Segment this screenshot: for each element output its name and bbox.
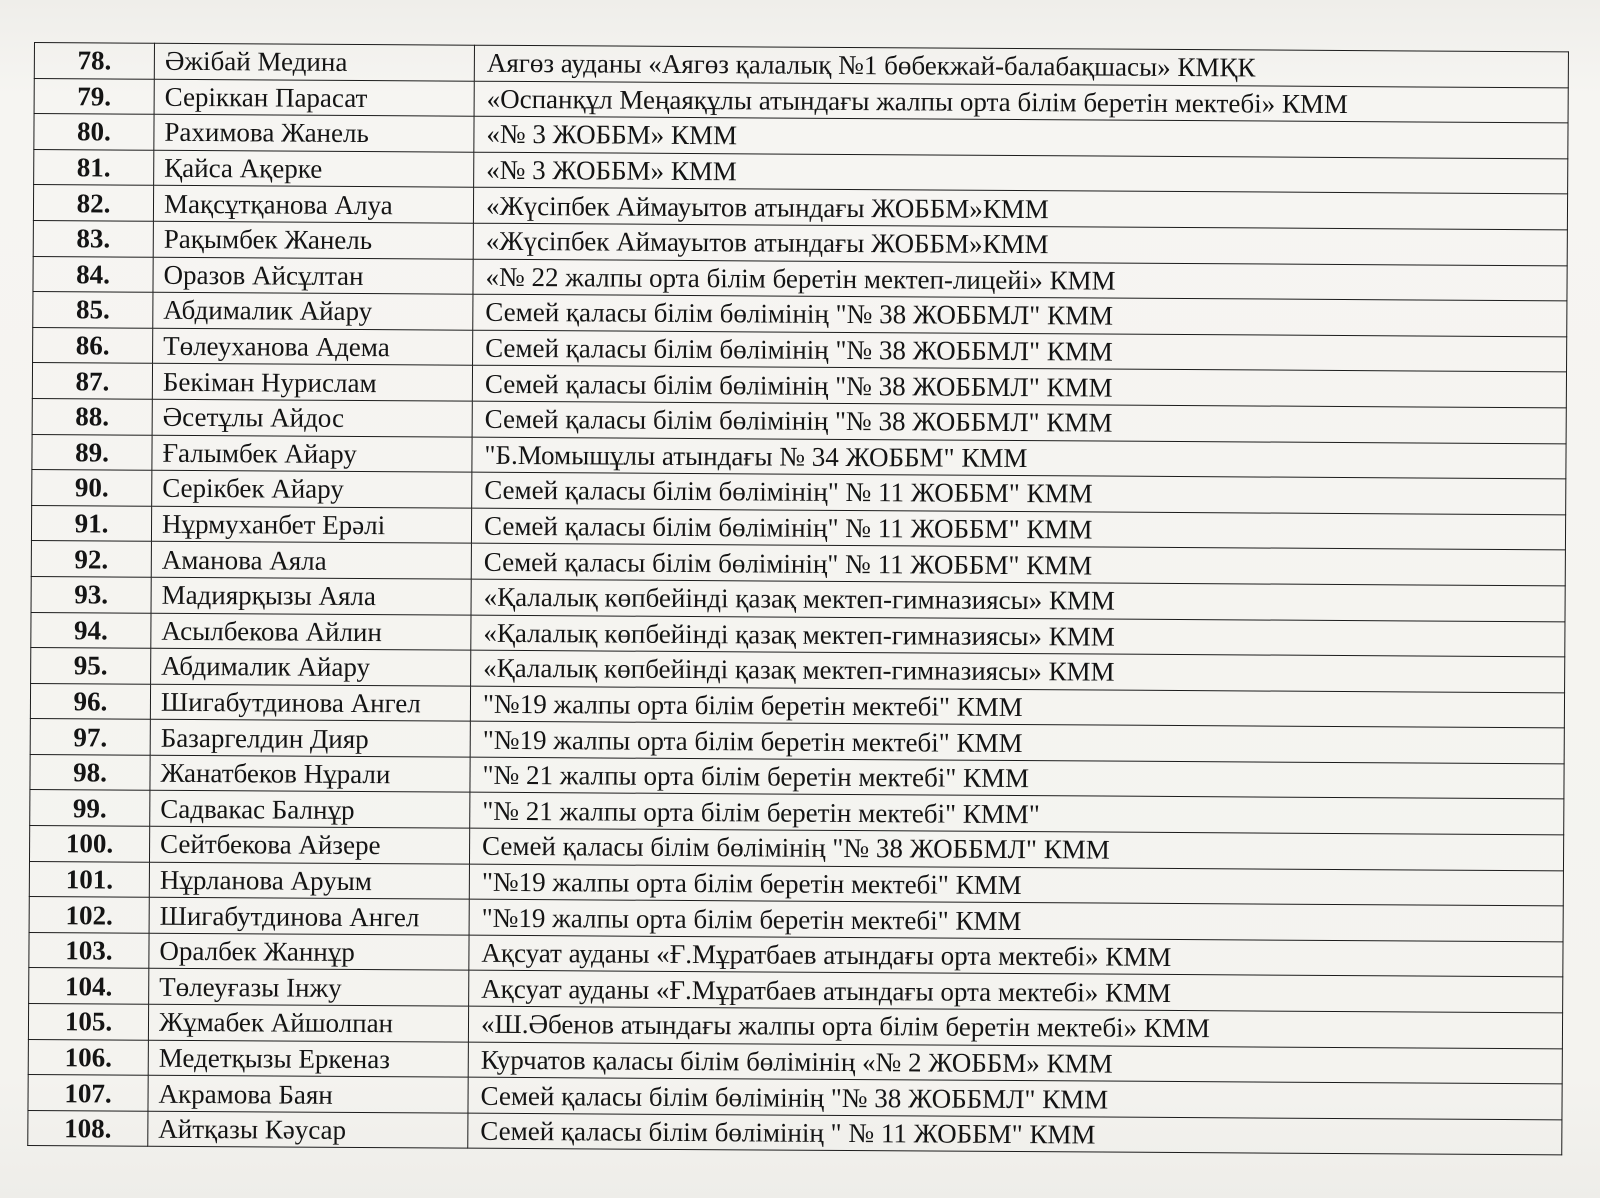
row-number: 107. [28, 1075, 148, 1111]
row-number: 92. [31, 541, 151, 577]
participant-name: Шигабутдинова Ангел [150, 684, 470, 722]
participant-name: Базаргелдин Дияр [150, 720, 470, 758]
school-name: Семей қаласы білім бөлімінің" № 11 ЖОББМ" КММ [471, 543, 1565, 585]
school-name: «№ 3 ЖОББМ» КММ [474, 116, 1568, 158]
participant-name: Акрамова Баян [148, 1075, 468, 1113]
school-name: «Жүсіпбек Аймауытов атындағы ЖОББМ»КММ [473, 223, 1567, 265]
school-name: Семей қаласы білім бөлімінің "№ 38 ЖОББМЛ" КММ [472, 366, 1566, 408]
participant-name: Абдималик Айару [151, 648, 471, 686]
school-name: "№19 жалпы орта білім беретін мектебі" КММ [470, 721, 1564, 763]
row-number: 98. [30, 754, 150, 790]
row-number: 97. [30, 719, 150, 755]
participant-name: Төлеуғазы Інжу [149, 969, 469, 1007]
participant-name: Әсетұлы Айдос [152, 399, 472, 437]
participant-name: Жанатбеков Нұрали [150, 755, 470, 793]
school-name: Курчатов қаласы білім бөлімінің «№ 2 ЖОББМ» КММ [468, 1042, 1562, 1084]
row-number: 84. [33, 256, 153, 292]
row-number: 85. [33, 292, 153, 328]
participant-name: Серіккан Парасат [154, 79, 474, 117]
row-number: 88. [32, 398, 152, 434]
participant-name: Медетқызы Еркеназ [148, 1040, 468, 1078]
row-number: 96. [30, 683, 150, 719]
school-name: «Оспанқұл Меңаяқұлы атындағы жалпы орта білім беретін мектебі» КММ [474, 81, 1568, 123]
row-number: 83. [33, 220, 153, 256]
row-number: 78. [34, 43, 154, 79]
school-name: «Қалалық көпбейінді қазақ мектеп-гимназиясы» КММ [471, 615, 1565, 657]
school-name: «№ 3 ЖОББМ» КММ [474, 152, 1568, 194]
participant-name: Төлеуханова Адема [153, 328, 473, 366]
school-name: Ақсуат ауданы «Ғ.Мұратбаев атындағы орта мектебі» КММ [469, 935, 1563, 977]
participant-name: Асылбекова Айлин [151, 613, 471, 651]
row-number: 89. [32, 434, 152, 470]
participant-name: Қайса Ақерке [154, 150, 474, 188]
participants-table [27, 42, 1569, 1156]
school-name: «Жүсіпбек Аймауытов атындағы ЖОББМ»КММ [473, 188, 1567, 230]
participant-name: Айтқазы Кәусар [148, 1111, 468, 1149]
school-name: «Қалалық көпбейінді қазақ мектеп-гимназиясы» КММ [471, 650, 1565, 692]
school-name: "№ 21 жалпы орта білім беретін мектебі" КММ [470, 757, 1564, 799]
school-name: «Ш.Әбенов атындағы жалпы орта білім беретін мектебі» КММ [468, 1006, 1562, 1048]
school-name: Семей қаласы білім бөлімінің "№ 38 ЖОББМЛ" КММ [468, 1077, 1562, 1119]
school-name: Ақсуат ауданы «Ғ.Мұратбаев атындағы орта мектебі» КММ [469, 971, 1563, 1013]
row-number: 101. [29, 861, 149, 897]
participant-name: Рақымбек Жанель [153, 221, 473, 259]
participant-name: Сейтбекова Айзере [149, 826, 469, 864]
participant-name: Мадиярқызы Аяла [151, 577, 471, 615]
school-name: «Қалалық көпбейінді қазақ мектеп-гимназиясы» КММ [471, 579, 1565, 621]
row-number: 79. [34, 78, 154, 114]
school-name: "№19 жалпы орта білім беретін мектебі" КММ [469, 899, 1563, 941]
school-name: "Б.Момышұлы атындағы № 34 ЖОББМ" КММ [472, 437, 1566, 479]
school-name: «№ 22 жалпы орта білім беретін мектеп-лицейі» КММ [473, 259, 1567, 301]
row-number: 102. [29, 897, 149, 933]
school-name: Семей қаласы білім бөлімінің "№ 38 ЖОББМЛ" КММ [469, 828, 1563, 870]
row-number: 95. [31, 648, 151, 684]
row-number: 86. [33, 327, 153, 363]
row-number: 91. [31, 505, 151, 541]
row-number: 94. [31, 612, 151, 648]
row-number: 90. [32, 470, 152, 506]
row-number: 99. [30, 790, 150, 826]
row-number: 106. [28, 1039, 148, 1075]
participants-table-body [28, 43, 1569, 1156]
participant-name: Шигабутдинова Ангел [149, 897, 469, 935]
participant-name: Мақсұтқанова Алуа [153, 186, 473, 224]
school-name: "№19 жалпы орта білім беретін мектебі" КММ [469, 864, 1563, 906]
row-number: 108. [28, 1110, 148, 1146]
participant-name: Әжібай Медина [154, 43, 474, 81]
school-name: Семей қаласы білім бөлімінің" № 11 ЖОББМ" КММ [471, 508, 1565, 550]
participant-name: Нұрмуханбет Ерәлі [151, 506, 471, 544]
school-name: Семей қаласы білім бөлімінің "№ 38 ЖОББМЛ" КММ [473, 330, 1567, 372]
participant-name: Аманова Аяла [151, 542, 471, 580]
participant-name: Рахимова Жанель [154, 114, 474, 152]
participant-name: Серікбек Айару [152, 470, 472, 508]
school-name: Семей қаласы білім бөлімінің " № 11 ЖОББМ" КММ [468, 1113, 1562, 1155]
row-number: 82. [33, 185, 153, 221]
row-number: 103. [29, 932, 149, 968]
school-name: Семей қаласы білім бөлімінің "№ 38 ЖОББМЛ" КММ [473, 294, 1567, 336]
row-number: 100. [29, 826, 149, 862]
school-name: "№ 21 жалпы орта білім беретін мектебі" КММ" [470, 793, 1564, 835]
participant-name: Оралбек Жаннұр [149, 933, 469, 971]
school-name: Аягөз ауданы «Аягөз қалалық №1 бөбекжай-балабақшасы» КМҚК [474, 45, 1568, 87]
row-number: 80. [34, 114, 154, 150]
participant-name: Ғалымбек Айару [152, 435, 472, 473]
row-number: 105. [28, 1004, 148, 1040]
participant-name: Нұрланова Аруым [149, 862, 469, 900]
participant-name: Абдималик Айару [153, 292, 473, 330]
participant-name: Жұмабек Айшолпан [148, 1004, 468, 1042]
participant-name: Оразов Айсұлтан [153, 257, 473, 295]
row-number: 81. [34, 149, 154, 185]
participant-name: Бекіман Нурислам [152, 364, 472, 402]
row-number: 104. [29, 968, 149, 1004]
school-name: "№19 жалпы орта білім беретін мектебі" КММ [470, 686, 1564, 728]
school-name: Семей қаласы білім бөлімінің" № 11 ЖОББМ" КММ [472, 472, 1566, 514]
school-name: Семей қаласы білім бөлімінің "№ 38 ЖОББМЛ" КММ [472, 401, 1566, 443]
participant-name: Садвакас Балнұр [150, 791, 470, 829]
row-number: 87. [32, 363, 152, 399]
row-number: 93. [31, 576, 151, 612]
